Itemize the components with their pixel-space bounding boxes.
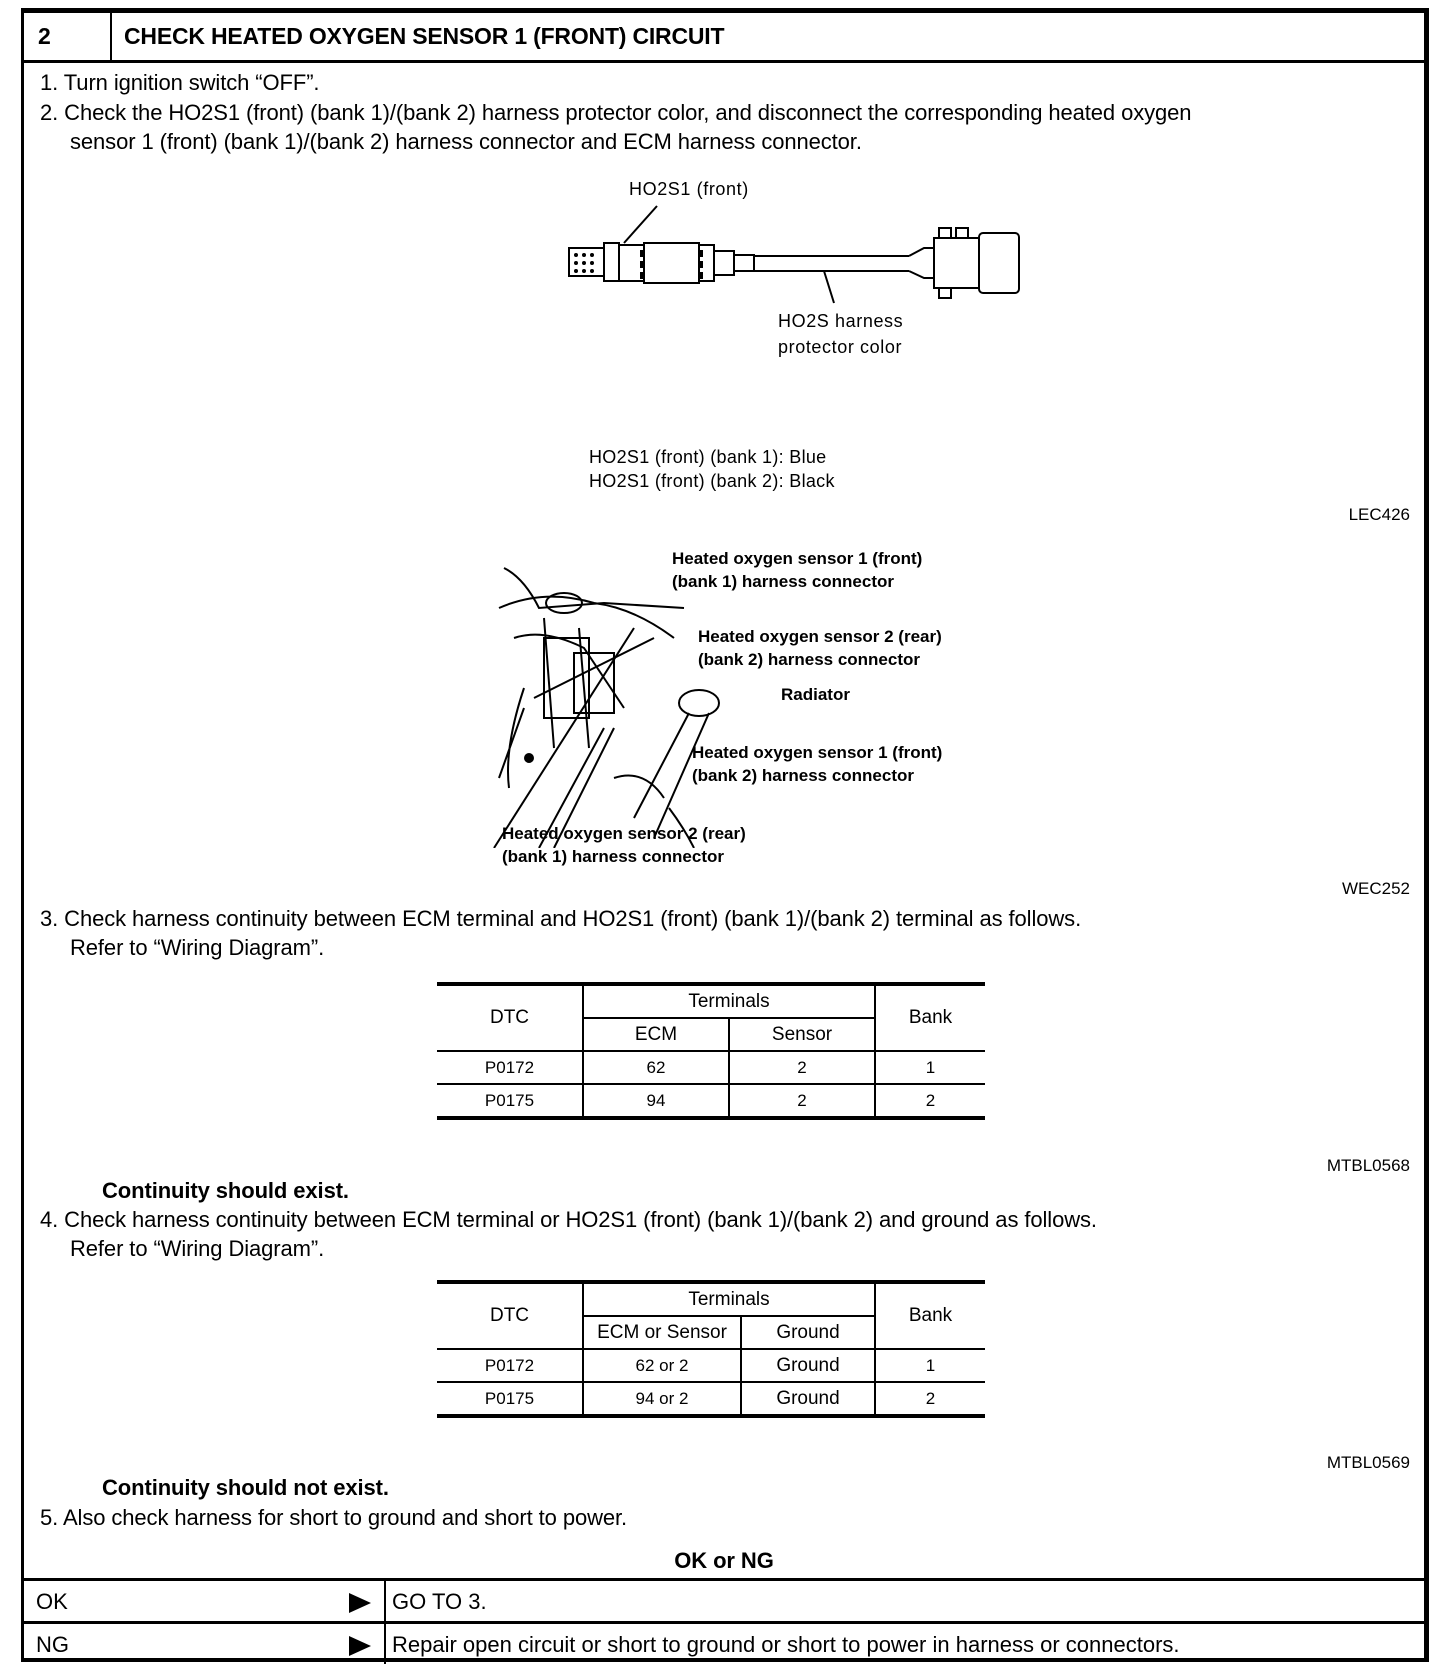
ground-continuity-table xyxy=(437,1280,985,1418)
header-sensor: Sensor xyxy=(729,1018,875,1051)
label-protector-1: HO2S harness xyxy=(778,311,904,331)
engine-bay-illustration xyxy=(484,548,744,848)
step-4: 4. Check harness continuity between ECM terminal or HO2S1 (front) (bank 1)/(bank 2) and ground as follows. xyxy=(40,1207,1097,1232)
label-ho2s1-bank1-line2: (bank 1) harness connector xyxy=(672,572,895,591)
result-row-ng xyxy=(24,1621,1424,1664)
header-bank: Bank xyxy=(875,984,985,1051)
label-ho2s2-bank2: Heated oxygen sensor 2 (rear) xyxy=(698,627,942,646)
label-ho2s1-bank1: Heated oxygen sensor 1 (front) xyxy=(672,549,923,568)
header-bank: Bank xyxy=(875,1282,985,1349)
procedure-title: CHECK HEATED OXYGEN SENSOR 1 (FRONT) CIRCUIT xyxy=(124,23,725,49)
label-radiator: Radiator xyxy=(781,685,850,704)
header-terminals: Terminals xyxy=(583,1282,875,1316)
step-5: 5. Also check harness for short to ground and short to power. xyxy=(40,1505,628,1530)
step-3-line2: Refer to “Wiring Diagram”. xyxy=(70,935,325,960)
header-terminals: Terminals xyxy=(583,984,875,1018)
label-ho2s2-bank2-line2: (bank 2) harness connector xyxy=(698,650,921,669)
header-ecm: ECM xyxy=(583,1018,729,1051)
procedure-frame xyxy=(21,8,1429,1662)
procedure-header xyxy=(24,13,1424,63)
note-continuity-exist: Continuity should exist. xyxy=(102,1178,349,1203)
figure-code-lec426: LEC426 xyxy=(1348,505,1410,524)
label-ho2s2-bank1: Heated oxygen sensor 2 (rear) xyxy=(502,824,746,843)
table-row: P0172 62 or 2 Ground 1 xyxy=(437,1349,985,1382)
result-heading: OK or NG xyxy=(674,1548,774,1573)
step-2-line2: sensor 1 (front) (bank 1)/(bank 2) harness connector and ECM harness connector. xyxy=(70,129,862,154)
step-4-line2: Refer to “Wiring Diagram”. xyxy=(70,1236,325,1261)
step-2: 2. Check the HO2S1 (front) (bank 1)/(bank 2) harness protector color, and disconnect the corresponding heated oxygen xyxy=(40,100,1192,125)
note-continuity-not-exist: Continuity should not exist. xyxy=(102,1475,389,1500)
label-ho2s1-bank2-line2: (bank 2) harness connector xyxy=(692,766,915,785)
label-ho2s1-bank2: Heated oxygen sensor 1 (front) xyxy=(692,743,943,762)
label-ho2s2-bank1-line2: (bank 1) harness connector xyxy=(502,847,725,866)
result-key-ng: NG xyxy=(36,1632,69,1657)
header-dtc: DTC xyxy=(437,1282,583,1349)
table-row: P0172 62 2 1 xyxy=(437,1051,985,1084)
table-code-mtbl0568: MTBL0568 xyxy=(1326,1156,1410,1175)
step-1: 1. Turn ignition switch “OFF”. xyxy=(40,70,320,95)
color-bank-1: HO2S1 (front) (bank 1): Blue xyxy=(589,447,827,467)
result-action-ok: GO TO 3. xyxy=(392,1589,487,1614)
header-ground: Ground xyxy=(741,1316,875,1349)
step-number: 2 xyxy=(24,13,112,60)
figure-code-wec252: WEC252 xyxy=(1341,879,1410,898)
color-bank-2: HO2S1 (front) (bank 2): Black xyxy=(589,471,835,491)
table-code-mtbl0569: MTBL0569 xyxy=(1326,1453,1410,1472)
result-key-ok: OK xyxy=(36,1589,68,1614)
table-row: P0175 94 or 2 Ground 2 xyxy=(437,1382,985,1416)
header-dtc: DTC xyxy=(437,984,583,1051)
table-row: P0175 94 2 2 xyxy=(437,1084,985,1118)
step-3: 3. Check harness continuity between ECM terminal and HO2S1 (front) (bank 1)/(bank 2) terminal as follows. xyxy=(40,906,1082,931)
continuity-table xyxy=(437,982,985,1120)
result-row-ok xyxy=(24,1578,1424,1621)
result-action-ng: Repair open circuit or short to ground or short to power in harness or connectors. xyxy=(392,1632,1180,1657)
label-protector-2: protector color xyxy=(778,337,903,357)
oxygen-sensor-illustration xyxy=(544,203,1044,313)
header-ecm-or-sensor: ECM or Sensor xyxy=(583,1316,741,1349)
arrow-right-icon xyxy=(349,1593,371,1613)
label-sensor: HO2S1 (front) xyxy=(629,179,749,199)
arrow-right-icon xyxy=(349,1636,371,1656)
